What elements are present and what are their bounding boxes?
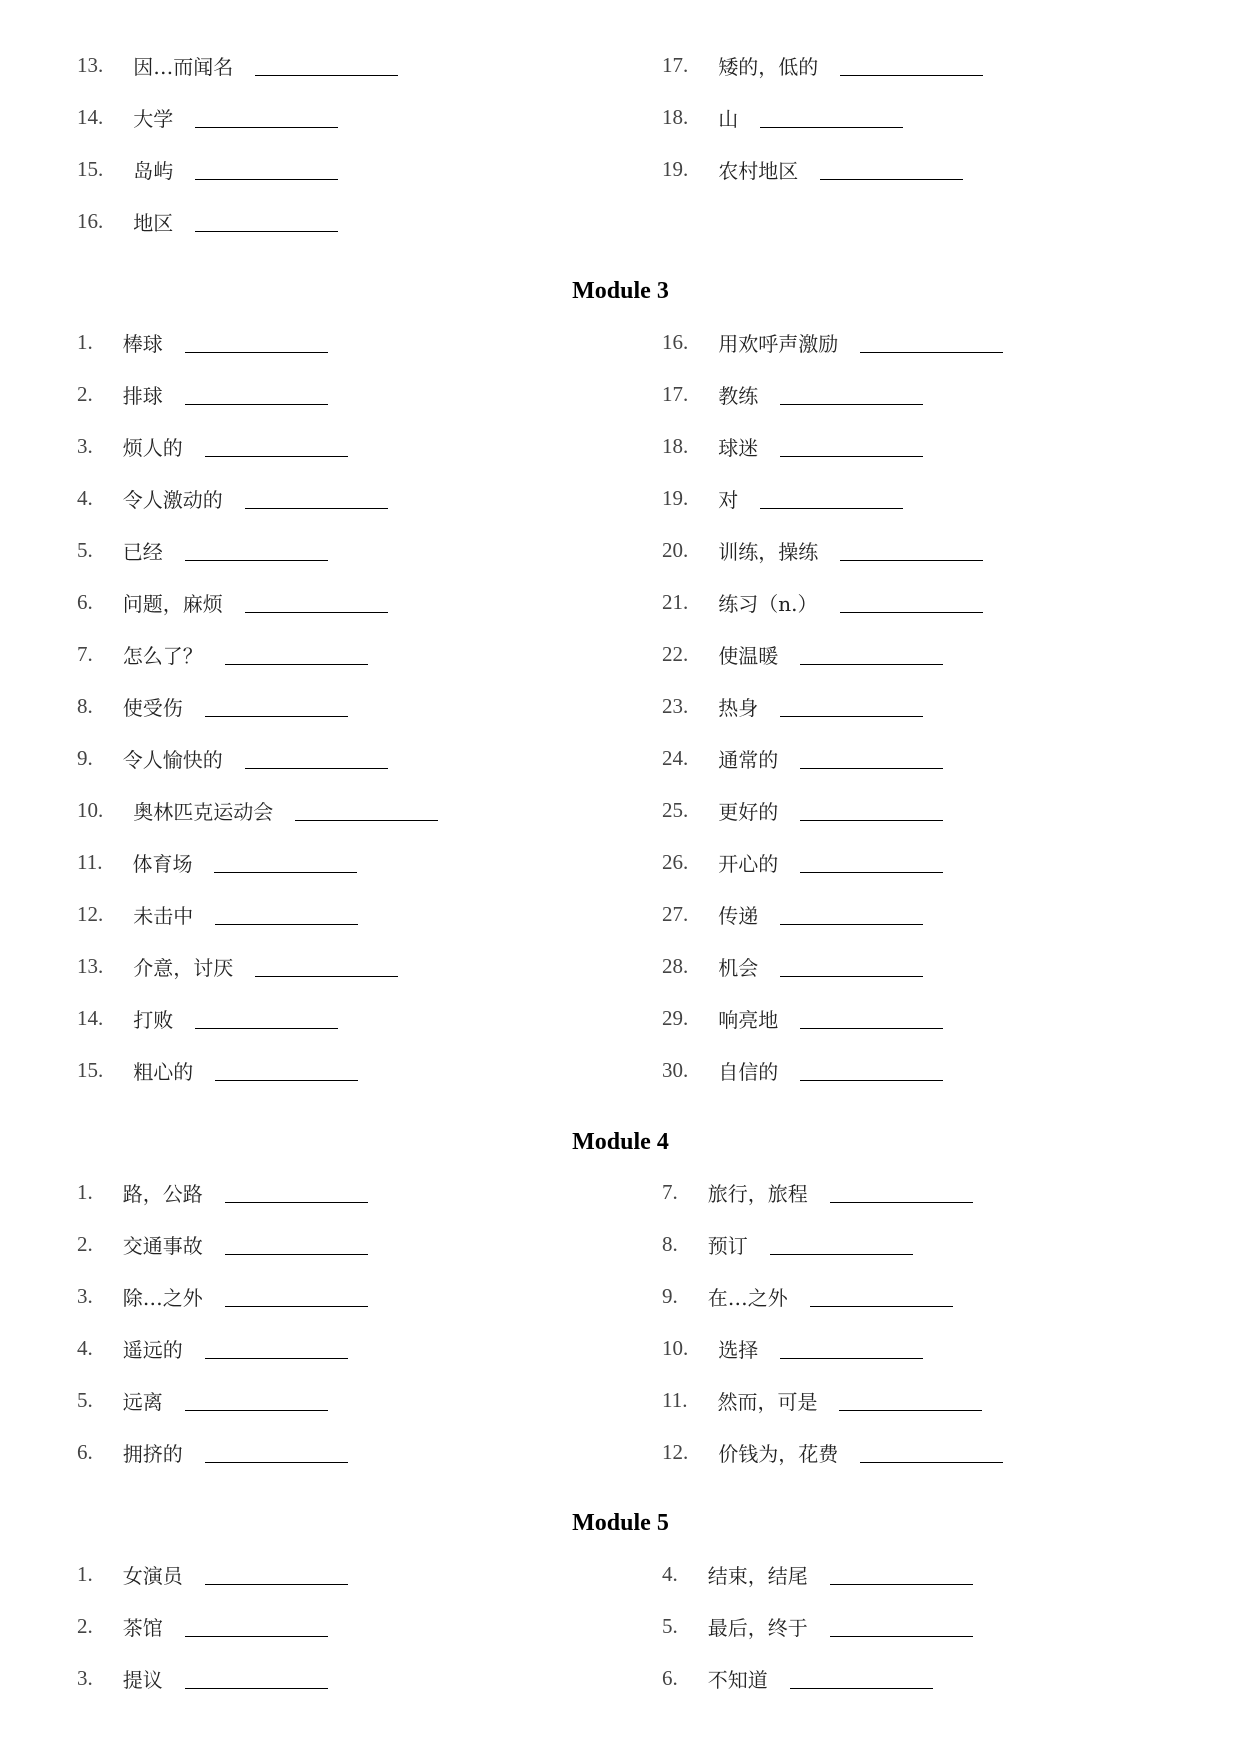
- vocab-item: [662, 143, 983, 195]
- item-number: 7.: [77, 641, 93, 666]
- answer-blank[interactable]: [205, 436, 348, 457]
- item-prompt: 介意，讨厌: [133, 955, 234, 980]
- item-prompt: 机会: [718, 955, 759, 980]
- vocab-item: [77, 732, 438, 784]
- answer-blank[interactable]: [780, 384, 923, 405]
- item-prompt: 遥远的: [122, 1337, 183, 1362]
- item-number: 19.: [662, 485, 689, 510]
- answer-blank[interactable]: [245, 488, 388, 509]
- item-number: 7.: [662, 1179, 678, 1204]
- item-prompt: 教练: [718, 383, 759, 408]
- vocab-item: [77, 940, 438, 992]
- item-prompt: 使受伤: [122, 695, 183, 720]
- item-number: 4.: [662, 1561, 678, 1586]
- item-prompt: 预订: [707, 1233, 748, 1258]
- item-number: 5.: [77, 537, 93, 562]
- item-prompt: 农村地区: [718, 158, 799, 183]
- item-number: 12.: [662, 1439, 689, 1464]
- item-prompt: 排球: [122, 383, 163, 408]
- answer-blank[interactable]: [800, 644, 943, 665]
- answer-blank[interactable]: [225, 644, 368, 665]
- item-number: 6.: [662, 1665, 678, 1690]
- item-number: 24.: [662, 745, 689, 770]
- vocab-item: [77, 1426, 368, 1478]
- item-prompt: 除…之外: [122, 1285, 203, 1310]
- answer-blank[interactable]: [780, 696, 923, 717]
- vocab-item: [662, 628, 1003, 680]
- item-prompt: 开心的: [718, 851, 779, 876]
- item-number: 8.: [662, 1231, 678, 1256]
- item-number: 18.: [662, 433, 689, 458]
- item-number: 26.: [662, 849, 689, 874]
- item-prompt: 棒球: [122, 331, 163, 356]
- answer-blank[interactable]: [185, 1616, 328, 1637]
- answer-blank[interactable]: [839, 1390, 982, 1411]
- answer-blank[interactable]: [195, 1008, 338, 1029]
- item-number: 5.: [662, 1613, 678, 1638]
- answer-blank[interactable]: [185, 1390, 328, 1411]
- right-column: [662, 316, 1003, 1096]
- item-prompt: 大学: [133, 106, 174, 131]
- item-prompt: 路，公路: [122, 1181, 203, 1206]
- item-prompt: 岛屿: [133, 158, 174, 183]
- left-column: [77, 1548, 348, 1704]
- answer-blank[interactable]: [255, 55, 398, 76]
- vocab-item: [662, 576, 1003, 628]
- item-prompt: 女演员: [122, 1563, 183, 1588]
- vocab-item: [77, 316, 438, 368]
- vocab-item: [662, 1374, 1003, 1426]
- item-number: 9.: [77, 745, 93, 770]
- answer-blank[interactable]: [195, 107, 338, 128]
- answer-blank[interactable]: [800, 748, 943, 769]
- vocab-item: [77, 1218, 368, 1270]
- item-prompt: 训练，操练: [718, 539, 819, 564]
- vocab-item: [77, 992, 438, 1044]
- item-number: 17.: [662, 381, 689, 406]
- item-prompt: 结束，结尾: [707, 1563, 808, 1588]
- module-heading: Module 5: [572, 1510, 669, 1536]
- item-number: 16.: [77, 208, 104, 233]
- vocab-item: [662, 1548, 973, 1600]
- answer-blank[interactable]: [225, 1234, 368, 1255]
- vocab-item: [77, 420, 438, 472]
- item-number: 14.: [77, 1005, 104, 1030]
- item-number: 10.: [662, 1335, 689, 1360]
- vocab-item: [77, 1322, 368, 1374]
- item-prompt: 选择: [718, 1337, 759, 1362]
- answer-blank[interactable]: [255, 956, 398, 977]
- vocab-item: [77, 1652, 348, 1704]
- item-number: 3.: [77, 433, 93, 458]
- item-number: 2.: [77, 1613, 93, 1638]
- item-prompt: 远离: [122, 1389, 163, 1414]
- vocab-item: [77, 195, 398, 247]
- answer-blank[interactable]: [760, 107, 903, 128]
- item-prompt: 传递: [718, 903, 759, 928]
- item-number: 6.: [77, 1439, 93, 1464]
- answer-blank[interactable]: [185, 540, 328, 561]
- item-prompt: 提议: [122, 1667, 163, 1692]
- answer-blank[interactable]: [800, 800, 943, 821]
- item-prompt: 因…而闻名: [133, 54, 234, 79]
- item-number: 30.: [662, 1057, 689, 1082]
- item-number: 25.: [662, 797, 689, 822]
- vocab-item: [77, 91, 398, 143]
- item-prompt: 令人愉快的: [122, 747, 223, 772]
- vocab-item: [77, 1166, 368, 1218]
- item-prompt: 对: [718, 487, 739, 512]
- vocab-item: [662, 1600, 973, 1652]
- answer-blank[interactable]: [215, 1060, 358, 1081]
- answer-blank[interactable]: [840, 55, 983, 76]
- item-prompt: 热身: [718, 695, 759, 720]
- item-number: 1.: [77, 1179, 93, 1204]
- item-prompt: 问题，麻烦: [122, 591, 223, 616]
- answer-blank[interactable]: [780, 956, 923, 977]
- item-prompt: 茶馆: [122, 1615, 163, 1640]
- answer-blank[interactable]: [205, 1442, 348, 1463]
- right-column: [662, 1548, 973, 1704]
- item-prompt: 练习（n.）: [718, 591, 818, 616]
- item-number: 5.: [77, 1387, 93, 1412]
- item-number: 15.: [77, 156, 104, 181]
- item-prompt: 在…之外: [707, 1285, 788, 1310]
- vocab-item: [77, 888, 438, 940]
- item-number: 4.: [77, 1335, 93, 1360]
- answer-blank[interactable]: [205, 696, 348, 717]
- answer-blank[interactable]: [195, 211, 338, 232]
- answer-blank[interactable]: [860, 332, 1003, 353]
- answer-blank[interactable]: [225, 1286, 368, 1307]
- item-number: 22.: [662, 641, 689, 666]
- answer-blank[interactable]: [205, 1338, 348, 1359]
- vocab-item: [662, 1044, 1003, 1096]
- item-number: 9.: [662, 1283, 678, 1308]
- item-prompt: 用欢呼声激励: [718, 331, 839, 356]
- item-number: 4.: [77, 485, 93, 510]
- answer-blank[interactable]: [790, 1668, 933, 1689]
- vocab-item: [662, 1166, 1003, 1218]
- vocab-item: [77, 472, 438, 524]
- item-prompt: 球迷: [718, 435, 759, 460]
- vocab-item: [77, 784, 438, 836]
- item-prompt: 更好的: [718, 799, 779, 824]
- vocab-item: [662, 784, 1003, 836]
- answer-blank[interactable]: [215, 904, 358, 925]
- item-prompt: 自信的: [718, 1059, 779, 1084]
- item-number: 11.: [77, 849, 103, 874]
- vocab-item: [662, 420, 1003, 472]
- item-number: 23.: [662, 693, 689, 718]
- item-number: 20.: [662, 537, 689, 562]
- answer-blank[interactable]: [860, 1442, 1003, 1463]
- vocab-item: [77, 39, 398, 91]
- vocab-item: [77, 680, 438, 732]
- answer-blank[interactable]: [840, 540, 983, 561]
- answer-blank[interactable]: [800, 1008, 943, 1029]
- right-column: [662, 1166, 1003, 1478]
- item-prompt: 交通事故: [122, 1233, 203, 1258]
- item-number: 21.: [662, 589, 689, 614]
- answer-blank[interactable]: [185, 1668, 328, 1689]
- answer-blank[interactable]: [830, 1182, 973, 1203]
- item-number: 18.: [662, 104, 689, 129]
- item-number: 3.: [77, 1283, 93, 1308]
- answer-blank[interactable]: [195, 159, 338, 180]
- answer-blank[interactable]: [780, 904, 923, 925]
- item-number: 27.: [662, 901, 689, 926]
- answer-blank[interactable]: [214, 852, 357, 873]
- answer-blank[interactable]: [185, 384, 328, 405]
- vocab-item: [662, 888, 1003, 940]
- item-number: 14.: [77, 104, 104, 129]
- answer-blank[interactable]: [770, 1234, 913, 1255]
- vocab-item: [77, 628, 438, 680]
- item-prompt: 旅行，旅程: [707, 1181, 808, 1206]
- vocab-item: [77, 1270, 368, 1322]
- item-prompt: 奥林匹克运动会: [133, 799, 274, 824]
- answer-blank[interactable]: [295, 800, 438, 821]
- item-prompt: 地区: [133, 210, 174, 235]
- vocab-item: [662, 1652, 973, 1704]
- item-prompt: 体育场: [132, 851, 193, 876]
- item-number: 2.: [77, 1231, 93, 1256]
- answer-blank[interactable]: [810, 1286, 953, 1307]
- right-column: [662, 39, 983, 195]
- answer-blank[interactable]: [830, 1616, 973, 1637]
- vocab-item: [77, 1548, 348, 1600]
- vocab-item: [77, 143, 398, 195]
- answer-blank[interactable]: [245, 748, 388, 769]
- vocab-item: [77, 1600, 348, 1652]
- item-number: 3.: [77, 1665, 93, 1690]
- item-prompt: 烦人的: [122, 435, 183, 460]
- item-number: 2.: [77, 381, 93, 406]
- vocab-item: [662, 1270, 1003, 1322]
- item-prompt: 拥挤的: [122, 1441, 183, 1466]
- item-prompt: 粗心的: [133, 1059, 194, 1084]
- vocab-item: [662, 91, 983, 143]
- item-number: 17.: [662, 52, 689, 77]
- vocab-item: [662, 1322, 1003, 1374]
- vocab-item: [662, 992, 1003, 1044]
- item-prompt: 使温暖: [718, 643, 779, 668]
- answer-blank[interactable]: [780, 1338, 923, 1359]
- item-number: 1.: [77, 1561, 93, 1586]
- answer-blank[interactable]: [830, 1564, 973, 1585]
- vocab-item: [77, 368, 438, 420]
- vocab-item: [662, 39, 983, 91]
- item-number: 1.: [77, 329, 93, 354]
- item-number: 28.: [662, 953, 689, 978]
- item-number: 8.: [77, 693, 93, 718]
- item-number: 15.: [77, 1057, 104, 1082]
- answer-blank[interactable]: [225, 1182, 368, 1203]
- answer-blank[interactable]: [840, 592, 983, 613]
- module-heading: Module 3: [572, 278, 669, 304]
- item-prompt: 最后，终于: [707, 1615, 808, 1640]
- item-prompt: 不知道: [707, 1667, 768, 1692]
- item-prompt: 打败: [133, 1007, 174, 1032]
- item-number: 13.: [77, 52, 104, 77]
- vocab-item: [77, 576, 438, 628]
- vocab-item: [77, 1374, 368, 1426]
- item-number: 29.: [662, 1005, 689, 1030]
- item-prompt: 价钱为，花费: [718, 1441, 839, 1466]
- vocab-item: [662, 1218, 1003, 1270]
- item-number: 10.: [77, 797, 104, 822]
- item-number: 12.: [77, 901, 104, 926]
- item-prompt: 怎么了？: [122, 643, 203, 668]
- left-column: [77, 39, 398, 247]
- item-prompt: 矮的，低的: [718, 54, 819, 79]
- vocab-item: [662, 732, 1003, 784]
- vocab-item: [662, 836, 1003, 888]
- item-number: 16.: [662, 329, 689, 354]
- answer-blank[interactable]: [800, 1060, 943, 1081]
- vocab-item: [662, 524, 1003, 576]
- item-prompt: 然而，可是: [717, 1389, 818, 1414]
- vocab-item: [662, 316, 1003, 368]
- answer-blank[interactable]: [185, 332, 328, 353]
- item-number: 19.: [662, 156, 689, 181]
- answer-blank[interactable]: [245, 592, 388, 613]
- answer-blank[interactable]: [760, 488, 903, 509]
- vocab-item: [662, 940, 1003, 992]
- answer-blank[interactable]: [820, 159, 963, 180]
- vocab-item: [77, 524, 438, 576]
- item-prompt: 令人激动的: [122, 487, 223, 512]
- vocab-item: [662, 472, 1003, 524]
- item-number: 11.: [662, 1387, 688, 1412]
- vocab-item: [662, 1426, 1003, 1478]
- item-prompt: 山: [718, 106, 739, 131]
- answer-blank[interactable]: [205, 1564, 348, 1585]
- left-column: [77, 316, 438, 1096]
- item-prompt: 通常的: [718, 747, 779, 772]
- item-number: 6.: [77, 589, 93, 614]
- item-prompt: 已经: [122, 539, 163, 564]
- item-prompt: 未击中: [133, 903, 194, 928]
- item-number: 13.: [77, 953, 104, 978]
- item-prompt: 响亮地: [718, 1007, 779, 1032]
- vocab-item: [662, 680, 1003, 732]
- vocab-item: [77, 1044, 438, 1096]
- answer-blank[interactable]: [780, 436, 923, 457]
- module-heading: Module 4: [572, 1129, 669, 1155]
- vocab-item: [77, 836, 438, 888]
- left-column: [77, 1166, 368, 1478]
- vocab-item: [662, 368, 1003, 420]
- answer-blank[interactable]: [800, 852, 943, 873]
